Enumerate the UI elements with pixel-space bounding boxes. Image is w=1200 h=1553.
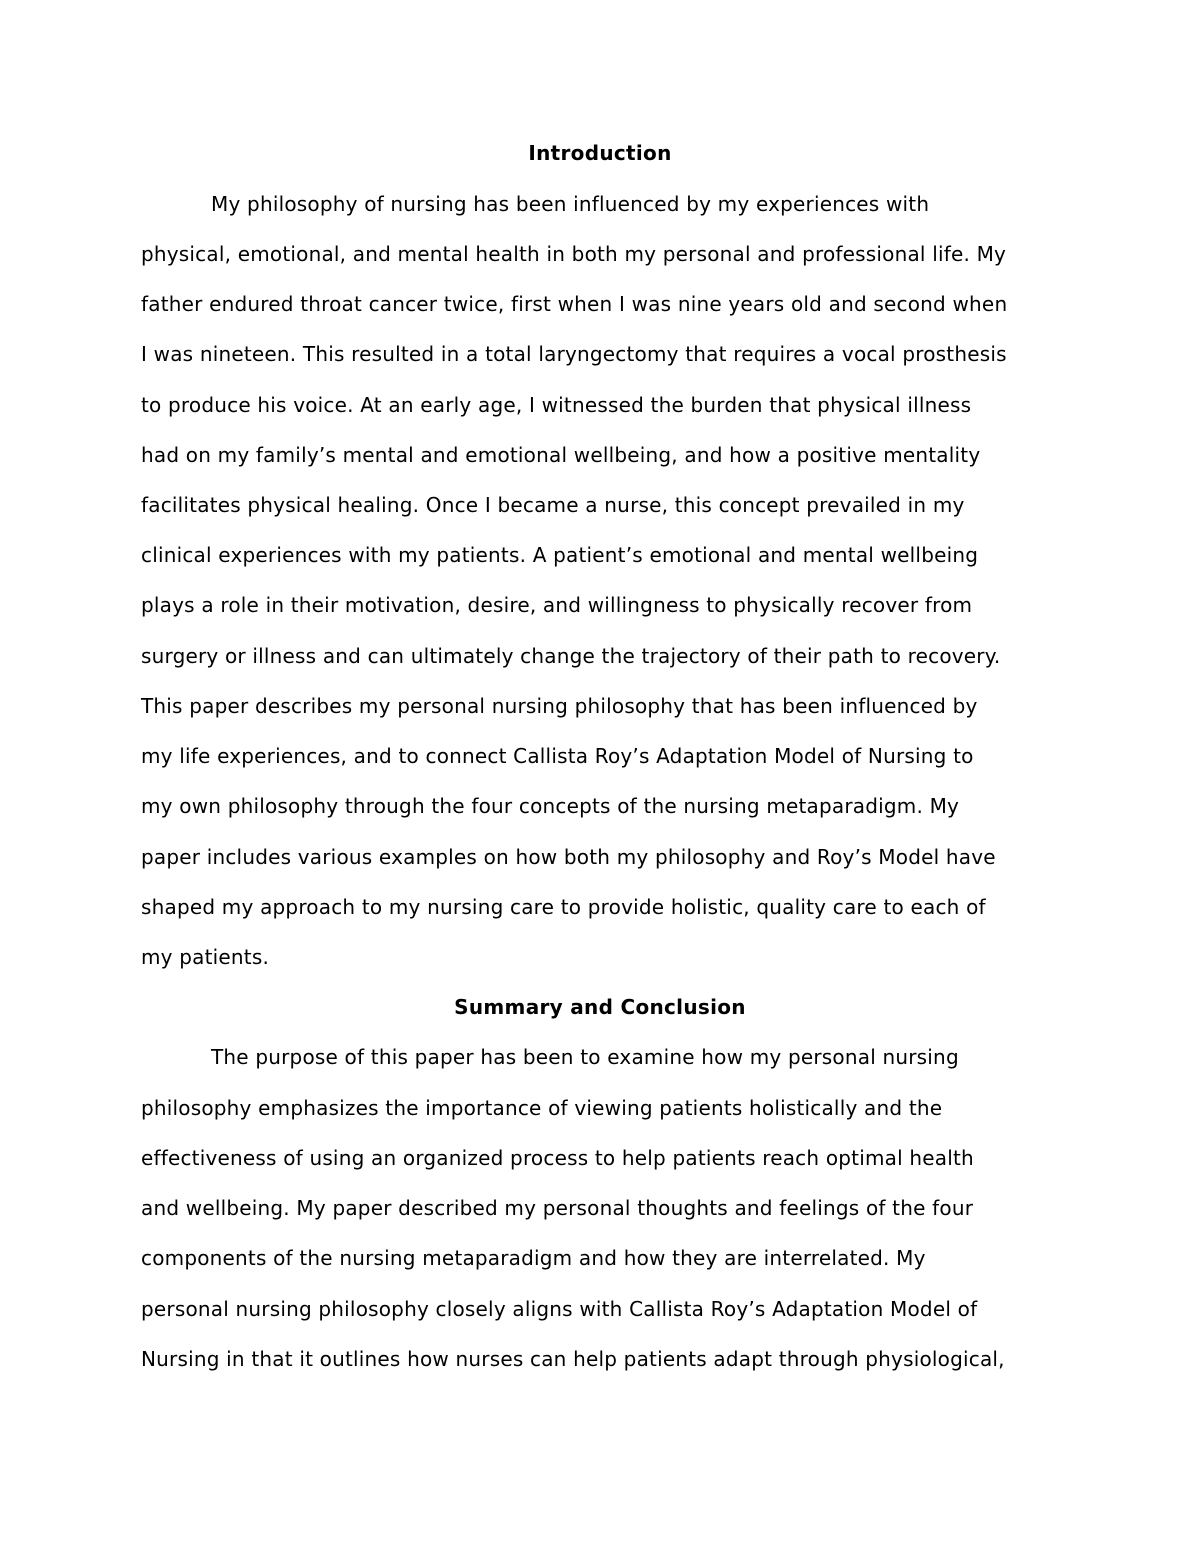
paragraph-line: and wellbeing. My paper described my personal thoughts and feelings of the four <box>141 1196 974 1220</box>
paragraph-line: to produce his voice. At an early age, I witnessed the burden that physical illness <box>141 393 972 417</box>
section-heading-introduction: Introduction <box>528 141 672 165</box>
paragraph-line: My philosophy of nursing has been influenced by my experiences with <box>211 192 930 216</box>
paragraph-line: shaped my approach to my nursing care to provide holistic, quality care to each of <box>141 895 986 919</box>
paragraph-line: had on my family’s mental and emotional wellbeing, and how a positive mentality <box>141 443 981 467</box>
paragraph-line: effectiveness of using an organized process to help patients reach optimal health <box>141 1146 974 1170</box>
paragraph-line: philosophy emphasizes the importance of viewing patients holistically and the <box>141 1096 943 1120</box>
paragraph-line: clinical experiences with my patients. A patient’s emotional and mental wellbeing <box>141 543 979 567</box>
paragraph-line: physical, emotional, and mental health in both my personal and professional life. My <box>141 242 1007 266</box>
paragraph-line: my patients. <box>141 945 270 969</box>
section-heading-summary: Summary and Conclusion <box>454 995 746 1019</box>
paragraph-line: paper includes various examples on how both my philosophy and Roy’s Model have <box>141 845 996 869</box>
paragraph-line: personal nursing philosophy closely aligns with Callista Roy’s Adaptation Model of <box>141 1297 978 1321</box>
paragraph-line: This paper describes my personal nursing philosophy that has been influenced by <box>141 694 978 718</box>
paragraph-line: my own philosophy through the four concepts of the nursing metaparadigm. My <box>141 794 960 818</box>
paragraph-line: components of the nursing metaparadigm and how they are interrelated. My <box>141 1246 926 1270</box>
paragraph-line: surgery or illness and can ultimately change the trajectory of their path to recovery. <box>141 644 1001 668</box>
paragraph-line: father endured throat cancer twice, first when I was nine years old and second when <box>141 292 1008 316</box>
paragraph-line: facilitates physical healing. Once I became a nurse, this concept prevailed in my <box>141 493 965 517</box>
paragraph-line: I was nineteen. This resulted in a total laryngectomy that requires a vocal prosthesis <box>141 342 1007 366</box>
paragraph-line: my life experiences, and to connect Callista Roy’s Adaptation Model of Nursing to <box>141 744 974 768</box>
paragraph-line: Nursing in that it outlines how nurses can help patients adapt through physiological, <box>141 1347 1005 1371</box>
paragraph-line: The purpose of this paper has been to examine how my personal nursing <box>211 1045 959 1069</box>
paragraph-line: plays a role in their motivation, desire, and willingness to physically recover from <box>141 593 973 617</box>
